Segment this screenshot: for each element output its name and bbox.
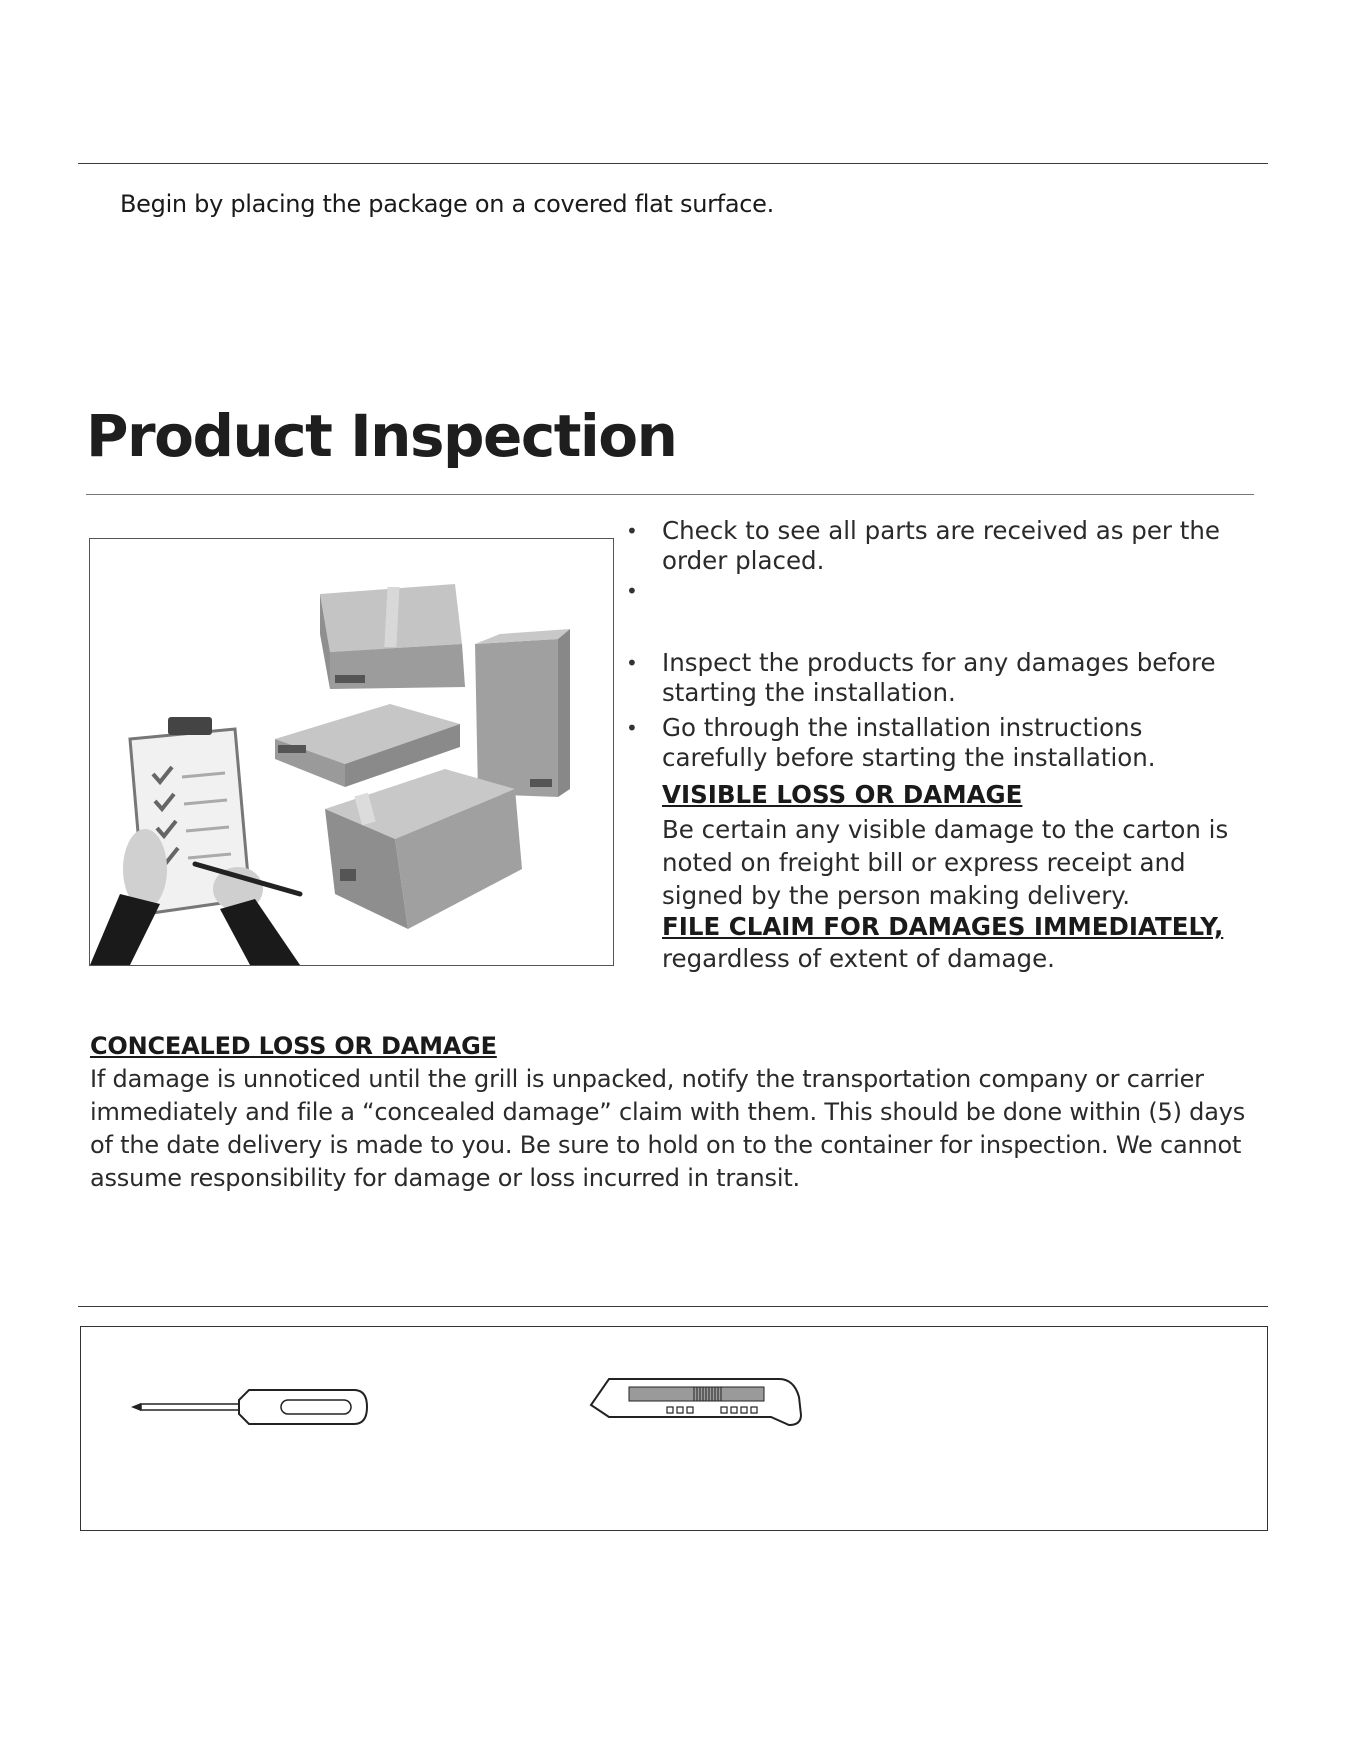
concealed-damage-heading: CONCEALED LOSS OR DAMAGE (90, 1032, 497, 1060)
visible-damage-heading: VISIBLE LOSS OR DAMAGE (662, 780, 1023, 809)
page-title: Product Inspection (86, 402, 677, 470)
bullet-icon: • (626, 651, 638, 675)
file-claim-heading: FILE CLAIM FOR DAMAGES IMMEDIATELY, (662, 912, 1224, 941)
concealed-damage-text: If damage is unnoticed until the grill is unpacked, notify the transportation company or carrier immediately and file a “concealed damage” claim with them. This should be done within (5) days of the date delivery is made to you. Be sure to hold on to the container for inspection. We cannot assume responsibility for damage or loss incurred in transit. (90, 1065, 1246, 1192)
screwdriver-icon (129, 1382, 369, 1436)
intro-text: Begin by placing the package on a covered flat surface. (120, 190, 774, 218)
boxes-and-clipboard-icon (90, 539, 613, 965)
inspection-illustration (89, 538, 614, 966)
bullet-icon: • (626, 716, 638, 740)
visible-damage-text: Be certain any visible damage to the carton is noted on freight bill or express receipt and signed by the person making delivery. (662, 815, 1229, 910)
bullet-icon: • (626, 519, 638, 543)
title-divider (86, 494, 1254, 495)
tools-panel (80, 1326, 1268, 1531)
top-divider (78, 163, 1268, 164)
concealed-damage-section (90, 1030, 1270, 1195)
utility-knife-icon (589, 1367, 804, 1441)
file-claim-text: regardless of extent of damage. (662, 944, 1055, 973)
tools-divider (78, 1306, 1268, 1307)
bullet-icon: • (626, 579, 638, 603)
